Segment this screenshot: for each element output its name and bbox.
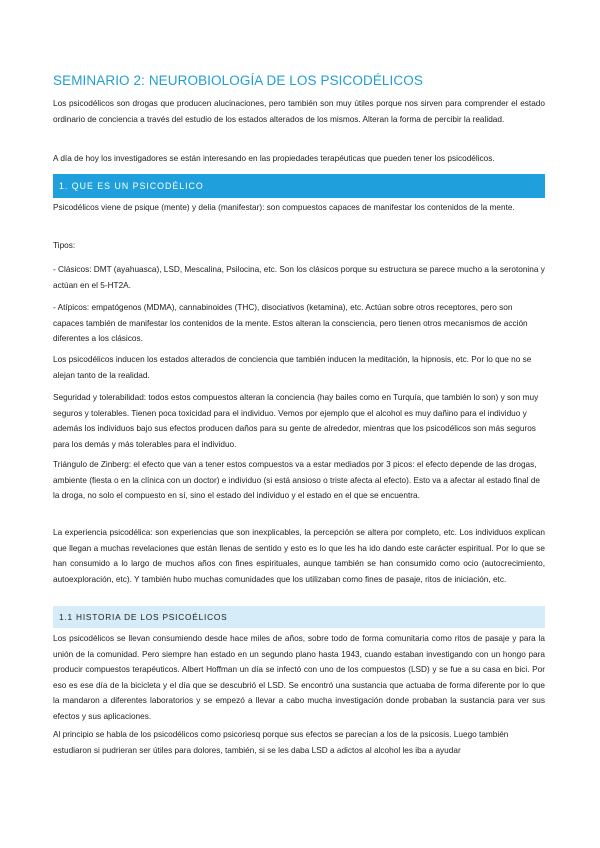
paragraph: Los psicodélicos inducen los estados alterados de conciencia que también inducen la meditación, la hipnosis, etc. Por lo que no se alejan tanto de la realidad. bbox=[53, 355, 532, 380]
list-item: - Clásicos: DMT (ayahuasca), LSD, Mescalina, Psilocina, etc. Son los clásicos porque su estructura se parece mucho a la serotonina y actúan en el 5-HT2A. bbox=[53, 265, 545, 290]
paragraph: Los psicodélicos se llevan consumiendo desde hace miles de años, sobre todo de forma comunitaria como ritos de pasaje y para la unión de la comunidad. Pero siempre han estado en un segundo plano hasta 1943, cuando estaban investigando con un hongo para producir compuestos terapéuticos. Albert Hoffman un día se infectó con uno de los compuestos (LSD) y se fue a su casa en bici. Por eso es ese día de la bicicleta y el día que se descubrió el LSD. Se encontró una sustancia que actuaba de forma diferente por lo que la mandaron a diferentes laboratorios y se empezó a llevar a cabo mucha investigación donde probaban la sustancia para ver sus efectos y sus aplicaciones. bbox=[53, 634, 545, 721]
paragraph: Al principio se habla de los psicodélicos como psicoriesq porque sus efectos se parecían a los de la psicosis. Luego también estudiaron si pudrieran ser útiles para dolores, también, si se les daba LSD a adictos al alcohol les iba a ayudar bbox=[53, 730, 509, 755]
paragraph: Triángulo de Zinberg: el efecto que van a tener estos compuestos va a estar mediados por 3 picos: el efecto depende de las drogas, ambiente (fiesta o en la clínica con un doctor) e individuo (si está ansioso o triste afecta al efecto). Esto va a afectar al estado final de la droga, no solo el compuesto en sí, sino el estado del individuo y el estado en el que se encuentra. bbox=[53, 460, 541, 500]
paragraph: Tipos: bbox=[53, 241, 76, 250]
paragraph: La experiencia psicodélica: son experiencias que son inexplicables, la percepción se altera por completo, etc. Los individuos explican que llegan a muchas revelaciones que están llenas de sentido y esto es lo que les ha ido dando este carácter espiritual. Por lo que se han consumido a lo largo de muchos años con fines espirituales, aunque también se han consumido como ocio (autocrecimiento, autoexploración, etc). Y también hubo muchas comunidades que los utilizaban como fines de pasaje, ritos de iniciación, etc. bbox=[53, 528, 545, 584]
section-heading: 1. QUE ES UN PSICODÉLICO bbox=[53, 174, 545, 198]
paragraph: Psicodélicos viene de psique (mente) y delia (manifestar): son compuestos capaces de manifestar los contenidos de la mente. bbox=[53, 203, 515, 212]
intro-paragraph: A día de hoy los investigadores se están interesando en las propiedades terapéuticas que pueden tener los psicodélicos. bbox=[53, 154, 495, 163]
list-item: - Atípicos: empatógenos (MDMA), cannabinoides (THC), disociativos (ketamina), etc. Actúan sobre otros receptores, pero son capaces también de manifestar los contenidos de la mente. Estos alteran la consciencia, pero tienen otros mecanismos de acción diferentes a los clásicos. bbox=[53, 303, 528, 343]
paragraph: Seguridad y tolerabilidad: todos estos compuestos alteran la conciencia (hay bailes como en Turquía, que también lo son) y son muy seguros y tolerables. Tienen poca toxicidad para el individuo. Vemos por ejemplo que el alcohol es muy dañino para el individuo y además los individuos bajo sus efectos producen daños para su gente de alrededor, mientras que los psicodélicos son más seguros para los demás y más tolerables para el individuo. bbox=[53, 393, 539, 449]
page-title: SEMINARIO 2: NEUROBIOLOGÍA DE LOS PSICODÉLICOS bbox=[53, 73, 423, 88]
intro-paragraph: Los psicodélicos son drogas que producen alucinaciones, pero también son muy útiles porque nos sirven para comprender el estado ordinario de conciencia a través del estudio de los estados alterados de los mismos. Alteran la forma de percibir la realidad. bbox=[53, 99, 545, 124]
subsection-heading: 1.1 HISTORIA DE LOS PSICOÉLICOS bbox=[53, 606, 545, 628]
